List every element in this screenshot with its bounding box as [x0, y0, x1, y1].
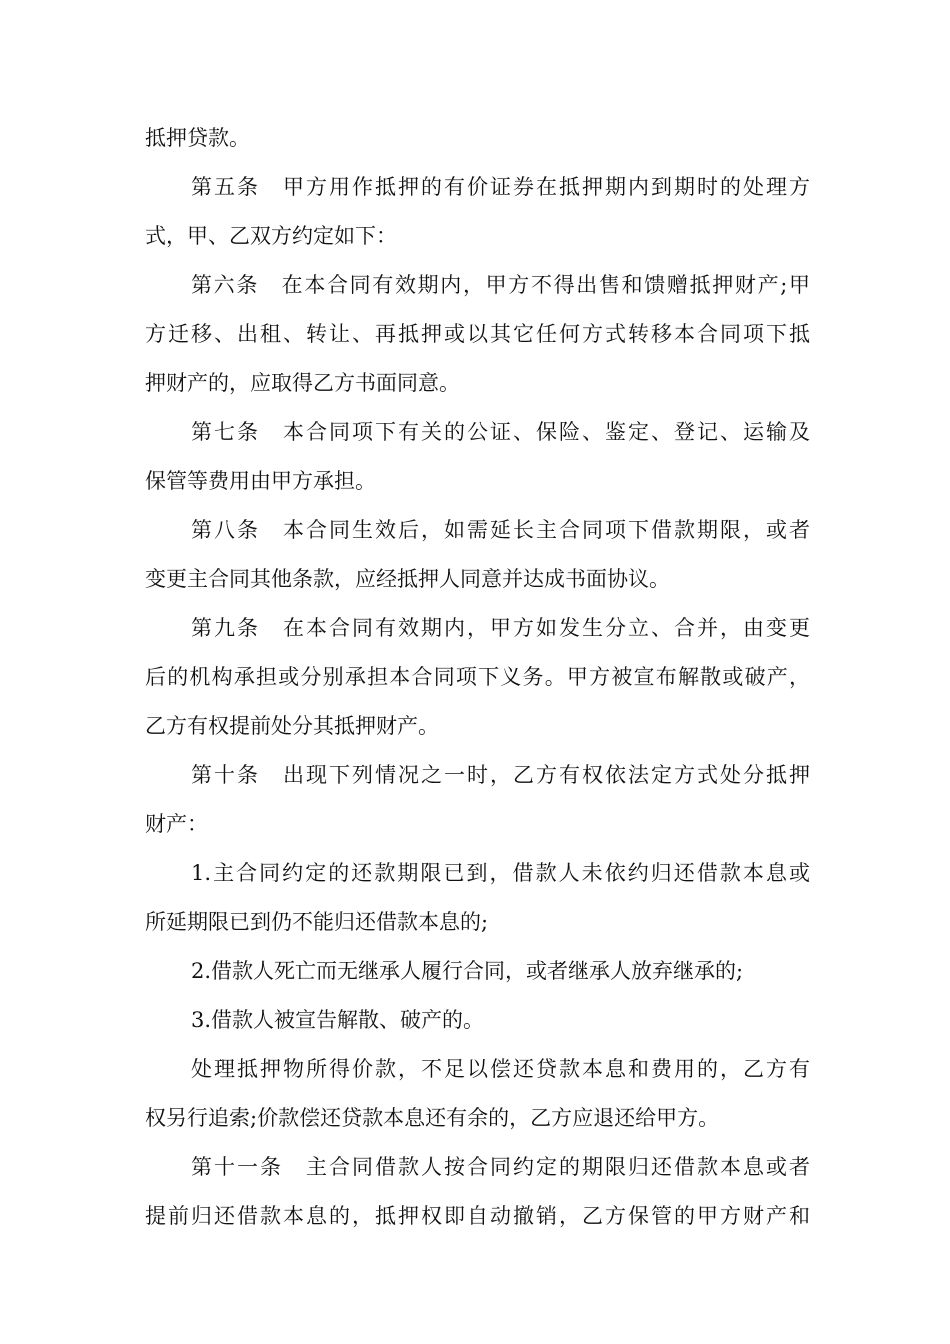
text-line: 第八条 本合同生效后，如需延长主合同项下借款期限，或者 — [191, 518, 810, 542]
text-line: 押财产的，应取得乙方书面同意。 — [145, 371, 460, 395]
text-line: 式，甲、乙双方约定如下： — [145, 224, 397, 248]
text-line: 处理抵押物所得价款，不足以偿还贷款本息和费用的，乙方有 — [191, 1057, 810, 1081]
text-line: 第六条 在本合同有效期内，甲方不得出售和馈赠抵押财产;甲 — [191, 273, 810, 297]
text-line: 乙方有权提前处分其抵押财产。 — [145, 714, 439, 738]
text-line: 保管等费用由甲方承担。 — [145, 469, 376, 493]
text-line: 第九条 在本合同有效期内，甲方如发生分立、合并，由变更 — [191, 616, 810, 640]
text-line: 权另行追索;价款偿还贷款本息还有余的，乙方应退还给甲方。 — [145, 1106, 720, 1130]
text-line: 第十条 出现下列情况之一时，乙方有权依法定方式处分抵押 — [191, 763, 810, 787]
text-line: 财产： — [145, 812, 208, 836]
text-line: 方迁移、出租、转让、再抵押或以其它任何方式转移本合同项下抵 — [145, 322, 810, 346]
text-line: 所延期限已到仍不能归还借款本息的; — [145, 910, 489, 934]
text-line: 变更主合同其他条款，应经抵押人同意并达成书面协议。 — [145, 567, 670, 591]
text-line: 提前归还借款本息的，抵押权即自动撤销，乙方保管的甲方财产和 — [145, 1204, 810, 1228]
text-line: 第五条 甲方用作抵押的有价证券在抵押期内到期时的处理方 — [191, 175, 810, 199]
text-line: 1.主合同约定的还款期限已到，借款人未依约归还借款本息或 — [191, 861, 810, 885]
text-line: 2.借款人死亡而无继承人履行合同，或者继承人放弃继承的; — [191, 959, 744, 983]
text-line: 第七条 本合同项下有关的公证、保险、鉴定、登记、运输及 — [191, 420, 810, 444]
document-body — [145, 114, 810, 1241]
text-line: 抵押贷款。 — [145, 126, 250, 150]
text-line: 3.借款人被宣告解散、破产的。 — [191, 1008, 485, 1032]
text-line: 第十一条 主合同借款人按合同约定的期限归还借款本息或者 — [191, 1155, 810, 1179]
text-line: 后的机构承担或分别承担本合同项下义务。甲方被宣布解散或破产， — [145, 665, 810, 689]
